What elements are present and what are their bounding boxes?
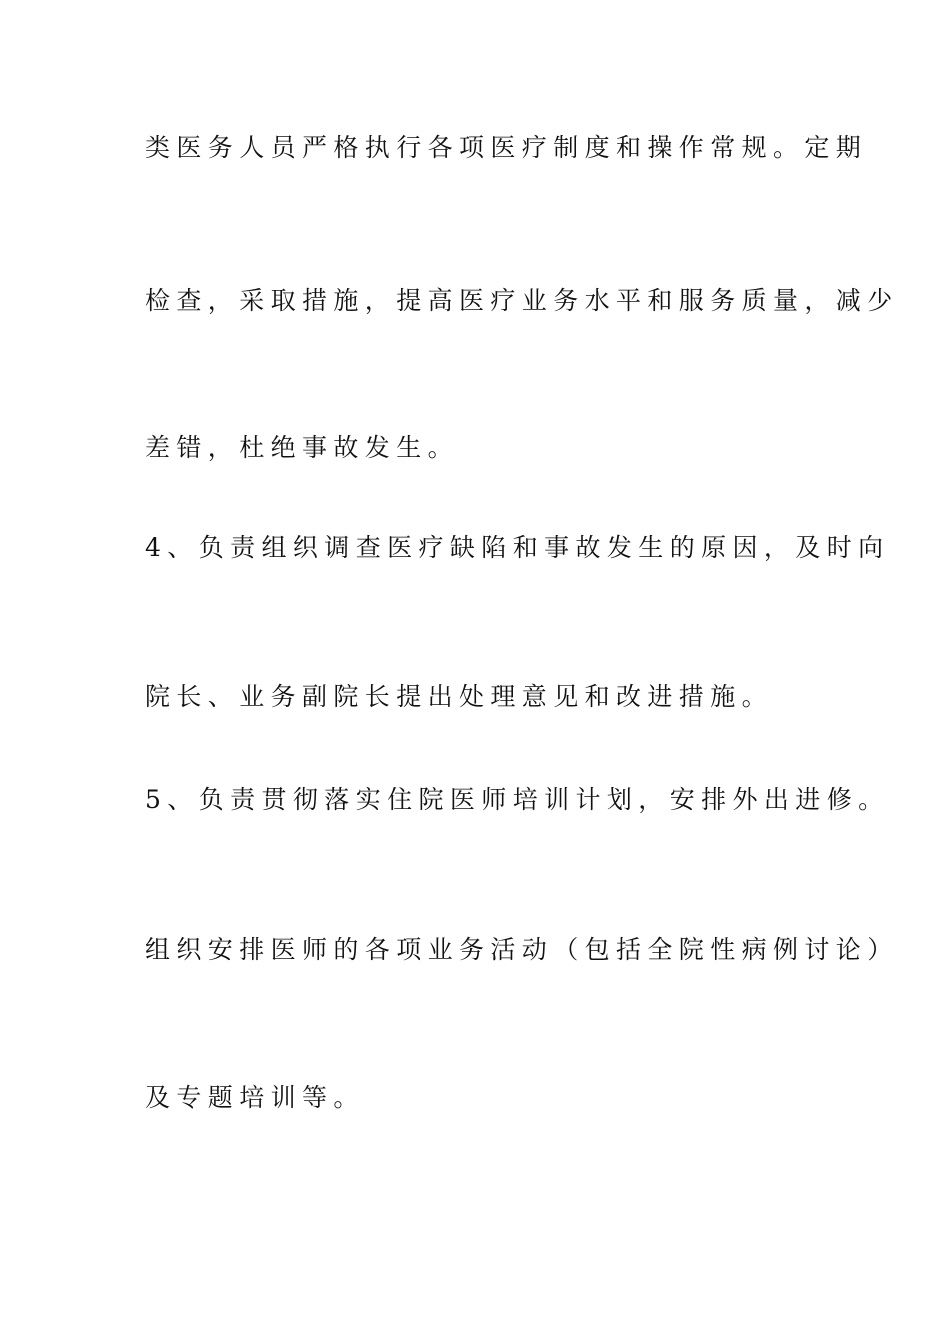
paragraph-line-6: 5、负责贯彻落实住院医师培训计划，安排外出进修。 bbox=[145, 785, 890, 814]
paragraph-line-8: 及专题培训等。 bbox=[145, 1083, 365, 1112]
paragraph-line-5: 院长、业务副院长提出处理意见和改进措施。 bbox=[145, 682, 774, 711]
paragraph-line-3: 差错，杜绝事故发生。 bbox=[145, 433, 460, 462]
paragraph-line-7: 组织安排医师的各项业务活动（包括全院性病例讨论） bbox=[145, 935, 899, 964]
paragraph-line-1: 类医务人员严格执行各项医疗制度和操作常规。定期 bbox=[145, 133, 868, 162]
paragraph-line-2: 检查，采取措施，提高医疗业务水平和服务质量，减少 bbox=[145, 286, 899, 315]
paragraph-line-4: 4、负责组织调查医疗缺陷和事故发生的原因，及时向 bbox=[145, 533, 890, 562]
